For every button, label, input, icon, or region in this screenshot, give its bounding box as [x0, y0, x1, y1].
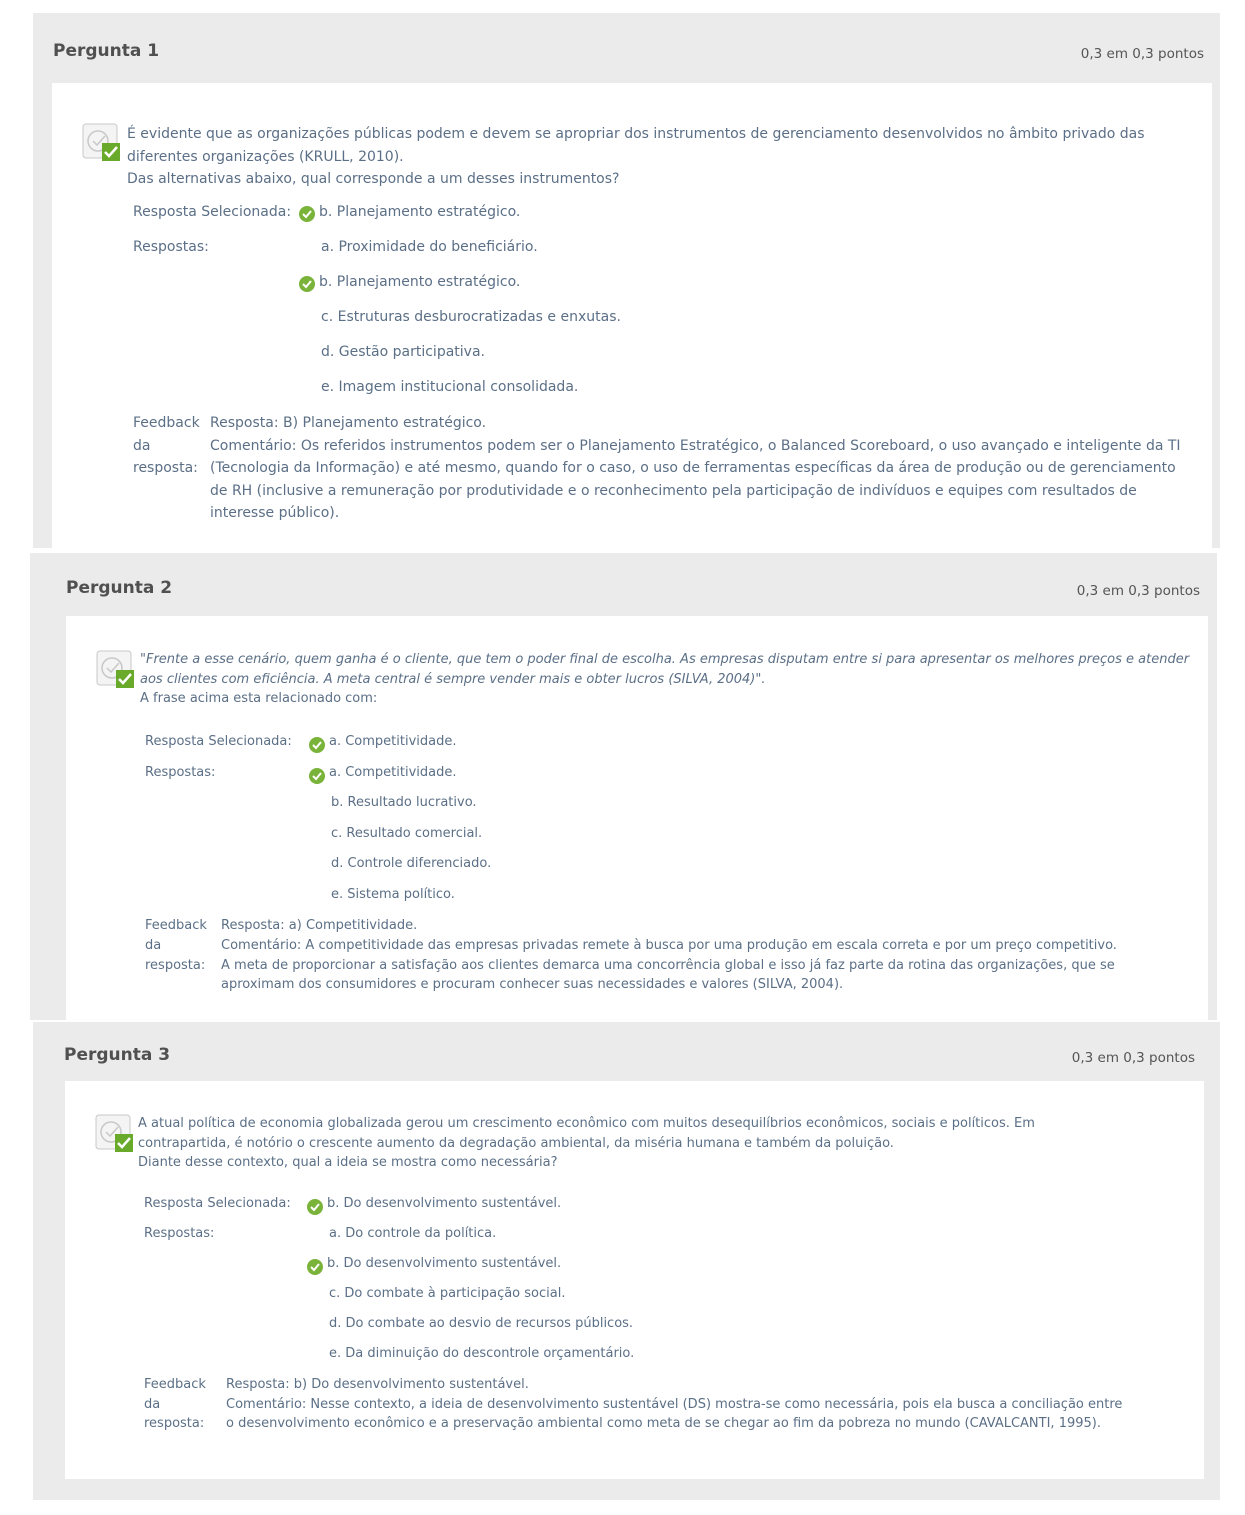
answer-option-a: a. Competitividade.: [329, 765, 457, 780]
answer-option-d: d. Gestão participativa.: [321, 344, 485, 360]
question-text-line: A frase acima esta relacionado com:: [140, 691, 378, 706]
feedback-line: Comentário: Nesse contexto, a ideia de desenvolvimento sustentável (DS) mostra-se como necessária, pois ela busca a conciliação entre: [226, 1396, 1123, 1412]
feedback-text: [226, 1375, 1196, 1434]
feedback-label: [144, 1375, 206, 1434]
selected-answer-label: Resposta Selecionada:: [133, 204, 292, 220]
correct-check-icon: [309, 737, 325, 753]
feedback-line: Comentário: A competitividade das empresas privadas remete à busca por uma produção em escala correta e por um preço competitivo.: [221, 937, 1117, 953]
question-score: 0,3 em 0,3 pontos: [1071, 1050, 1195, 1066]
feedback-line: (Tecnologia da Informação) e até mesmo, quando for o caso, o uso de ferramentas específicas da área de produção ou de gerenciamento: [210, 460, 1176, 476]
selected-answer-value: a. Competitividade.: [329, 734, 457, 749]
answer-option-b: b. Do desenvolvimento sustentável.: [327, 1256, 562, 1271]
question-card-1: [33, 13, 1220, 548]
answers-label: Respostas:: [133, 239, 209, 255]
answer-option-d: d. Do combate ao desvio de recursos públicos.: [329, 1316, 634, 1331]
question-text: [138, 1114, 1178, 1173]
feedback-label-line: resposta:: [145, 957, 206, 973]
answer-option-e: e. Sistema político.: [331, 887, 455, 902]
question-body: [52, 83, 1212, 548]
feedback-text: [221, 916, 1201, 995]
feedback-label-line: Feedback: [144, 1377, 206, 1392]
feedback-line: A meta de proporcionar a satisfação aos clientes demarca uma concorrência global e isso já faz parte da rotina das organizações, que se: [221, 957, 1115, 973]
question-text-line: diferentes organizações (KRULL, 2010).: [127, 148, 404, 165]
question-score: 0,3 em 0,3 pontos: [1076, 583, 1200, 599]
answers-label: Respostas:: [144, 1226, 215, 1241]
feedback-label-line: Feedback: [145, 918, 207, 933]
feedback-label: [145, 916, 207, 975]
feedback-line: interesse público).: [210, 505, 340, 521]
selected-answer-value: b. Do desenvolvimento sustentável.: [327, 1196, 562, 1211]
question-body: [66, 616, 1208, 1020]
question-text-line: "Frente a esse cenário, quem ganha é o cliente, que tem o poder final de escolha. As empresas disputam entre si para apresentar os melhores preços e atender: [140, 652, 1190, 667]
question-text-line: aos clientes com eficiência. A meta central é sempre vender mais e obter lucros (SILVA, 2004)".: [140, 671, 766, 687]
question-title: Pergunta 3: [64, 1045, 171, 1065]
answer-option-b: b. Resultado lucrativo.: [331, 795, 477, 810]
answer-option-a: a. Proximidade do beneficiário.: [321, 239, 538, 255]
question-text-line: A atual política de economia globalizada gerou um crescimento econômico com muitos desequilíbrios econômicos, sociais e políticos. Em: [138, 1116, 1035, 1131]
answer-option-e: e. Imagem institucional consolidada.: [321, 379, 579, 395]
question-body: [65, 1081, 1204, 1479]
question-text-line: É evidente que as organizações públicas podem e devem se apropriar dos instrumentos de gerenciamento desenvolvidos no âmbito privado das: [127, 126, 1145, 142]
correct-check-icon: [309, 768, 325, 784]
feedback-line: aproximam dos consumidores e procuram conhecer suas necessidades e valores (SILVA, 2004).: [221, 977, 844, 993]
question-text-line: Diante desse contexto, qual a ideia se mostra como necessária?: [138, 1155, 558, 1170]
question-text-line: Das alternativas abaixo, qual corresponde a um desses instrumentos?: [127, 171, 620, 187]
question-title: Pergunta 1: [53, 41, 160, 61]
answer-option-d: d. Controle diferenciado.: [331, 856, 492, 871]
answers-label: Respostas:: [145, 765, 216, 780]
correct-check-icon: [299, 276, 315, 292]
correct-check-icon: [299, 206, 315, 222]
feedback-label-line: da: [144, 1396, 161, 1412]
feedback-label-line: Feedback: [133, 415, 200, 431]
feedback-line: o desenvolvimento econômico e a preservação ambiental como meta de se chegar ao fim da pobreza no mundo (CAVALCANTI, 1995).: [226, 1416, 1101, 1431]
feedback-label-line: da: [133, 437, 151, 454]
answer-option-b: b. Planejamento estratégico.: [319, 274, 521, 290]
question-card-3: [33, 1022, 1220, 1500]
feedback-label-line: resposta:: [133, 460, 198, 476]
feedback-text: [210, 412, 1200, 525]
selected-answer-label: Resposta Selecionada:: [145, 734, 292, 749]
answer-option-c: c. Do combate à participação social.: [329, 1286, 566, 1301]
question-text-line: contrapartida, é notório o crescente aumento da degradação ambiental, da miséria humana e também da poluição.: [138, 1135, 894, 1151]
answer-option-e: e. Da diminuição do descontrole orçamentário.: [329, 1346, 635, 1361]
graded-correct-icon: [82, 123, 122, 163]
feedback-label-line: da: [145, 937, 162, 953]
correct-check-icon: [307, 1259, 323, 1275]
answer-option-a: a. Do controle da política.: [329, 1226, 497, 1241]
graded-correct-icon: [96, 650, 136, 690]
question-score: 0,3 em 0,3 pontos: [1080, 46, 1204, 62]
feedback-line: Resposta: b) Do desenvolvimento sustentável.: [226, 1377, 529, 1392]
answer-option-c: c. Resultado comercial.: [331, 826, 483, 841]
feedback-label-line: resposta:: [144, 1416, 205, 1431]
selected-answer-value: b. Planejamento estratégico.: [319, 204, 521, 220]
feedback-line: de RH (inclusive a remuneração por produtividade e o reconhecimento pela participação de indivíduos e equipes com resultados de: [210, 482, 1137, 499]
graded-correct-icon: [95, 1114, 135, 1154]
answer-option-c: c. Estruturas desburocratizadas e enxutas.: [321, 309, 621, 325]
feedback-line: Comentário: Os referidos instrumentos podem ser o Planejamento Estratégico, o Balanced Scoreboard, o uso avançado e inteligente da TI: [210, 437, 1181, 454]
selected-answer-label: Resposta Selecionada:: [144, 1196, 291, 1211]
feedback-line: Resposta: a) Competitividade.: [221, 918, 418, 933]
feedback-label: [133, 412, 200, 480]
feedback-line: Resposta: B) Planejamento estratégico.: [210, 415, 487, 431]
question-card-2: [30, 553, 1217, 1020]
question-text: [140, 650, 1190, 709]
question-text: [127, 123, 1187, 191]
question-title: Pergunta 2: [66, 578, 173, 598]
correct-check-icon: [307, 1199, 323, 1215]
